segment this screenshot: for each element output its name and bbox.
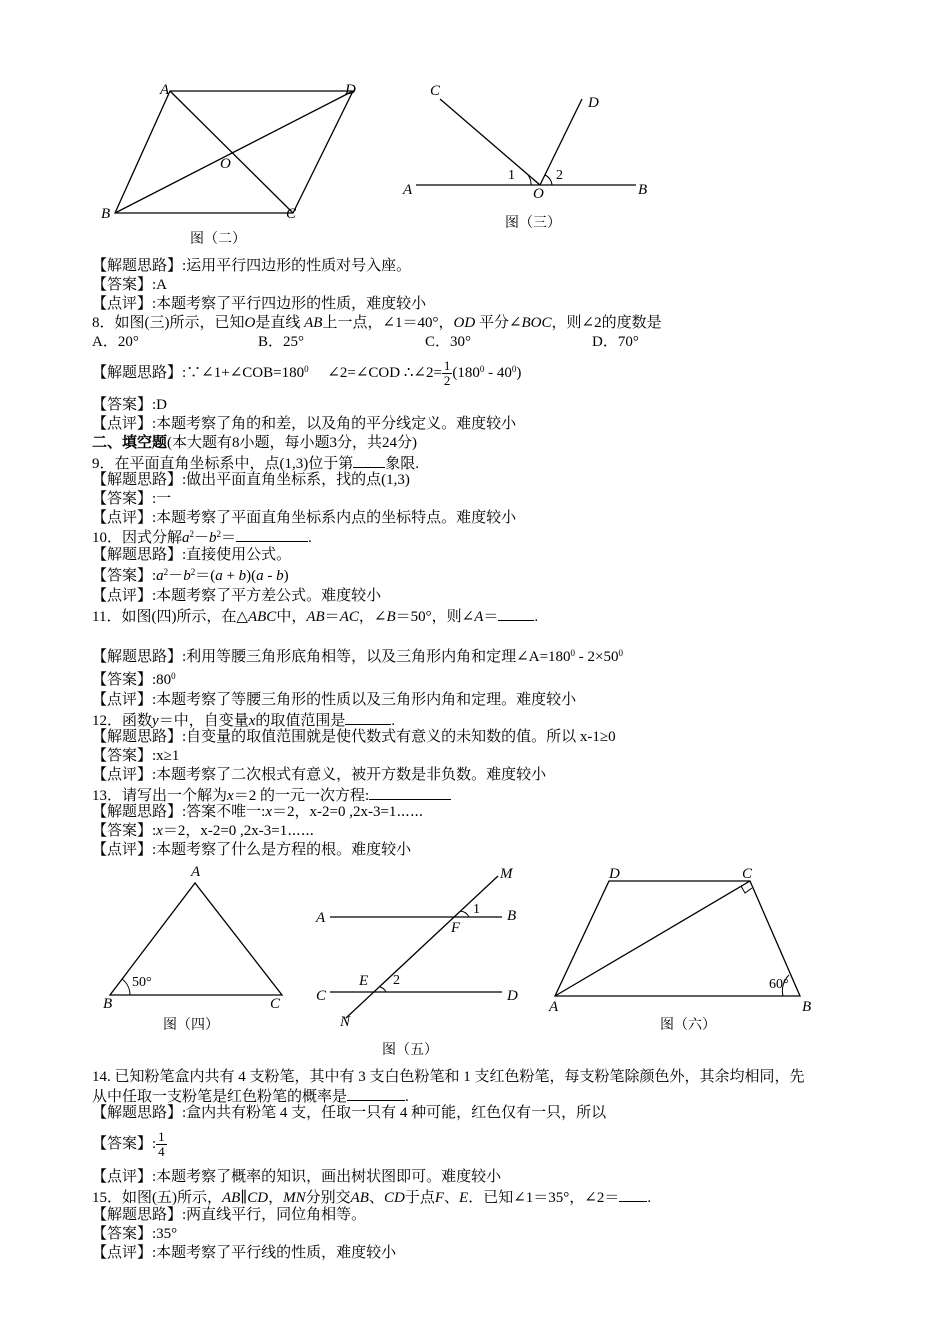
fig6-angle-60: 60°	[769, 977, 789, 992]
q15-thought: 【解题思路】:两直线平行，同位角相等。	[92, 1207, 367, 1223]
fig6-label-D: D	[609, 866, 620, 882]
figure-3-angles	[410, 85, 650, 195]
fig2-label-B: B	[101, 206, 111, 222]
q12-stem: 12．函数y＝中，自变量x的取值范围是 .	[92, 710, 395, 730]
q9-thought: 【解题思路】:做出平面直角坐标系，找的点(1,3)	[92, 472, 410, 488]
q13-answer: 【答案】:x＝2，x-2=0 ,2x-3=1⋯⋯	[92, 823, 315, 839]
figure-5-parallel-lines	[320, 870, 520, 1030]
q10-thought: 【解题思路】:直接使用公式。	[92, 547, 292, 563]
q14-answer: 【答案】: $\frac{1}{4}$	[92, 1129, 165, 1160]
fig5-label-D: D	[507, 988, 518, 1004]
fig5-label-E: E	[359, 973, 369, 989]
q11-comment: 【点评】:本题考察了等腰三角形的性质以及三角形内角和定理。难度较小	[92, 692, 577, 708]
q13-comment: 【点评】:本题考察了什么是方程的根。难度较小	[92, 842, 412, 858]
fig3-label-D: D	[588, 95, 599, 111]
q8-option-d: D．70°	[592, 334, 639, 350]
q8-option-a: A．20°	[92, 334, 139, 350]
fig5-label-A: A	[316, 910, 326, 926]
fig2-label-O: O	[220, 156, 231, 172]
fig5-angle-1: 1	[473, 902, 480, 917]
q11-thought: 【解题思路】:利用等腰三角形底角相等，以及三角形内角和定理$\angle A=180^0 - 2\times 50^0$	[92, 648, 623, 665]
q14-thought: 【解题思路】:盒内共有粉笔 4 支，任取一只有 4 种可能，红色仅有一只，所以	[92, 1105, 607, 1121]
fig4-angle-50: 50°	[132, 975, 152, 990]
q9-stem: 9．在平面直角坐标系中，点(1,3)位于第 象限.	[92, 453, 419, 473]
fig5-angle-2: 2	[393, 973, 400, 988]
fig5-label-M: M	[500, 866, 513, 882]
fig3-caption: 图（三）	[505, 216, 561, 231]
q8-option-c: C．30°	[425, 334, 472, 350]
q7-answer: 【答案】:A	[92, 277, 168, 293]
q8-stem: 8．如图(三)所示，已知O是直线 AB上一点，∠1＝40°，OD 平分∠BOC，则∠2的度数是	[92, 315, 662, 331]
fig5-label-C: C	[316, 988, 327, 1004]
figure-2-parallelogram	[95, 78, 375, 228]
fig3-label-B: B	[638, 182, 648, 198]
q8-thought: 【解题思路】$:\because\angle 1+\angle COB=180^0$ ∠2=∠COD ∴∠2= $\frac{1}{2}$ $(180^0 - 40^0)$	[92, 358, 522, 389]
fig4-label-B: B	[103, 996, 113, 1012]
fig5-label-F: F	[451, 920, 461, 936]
fig5-caption: 图（五）	[382, 1043, 438, 1058]
q7-thought: 【解题思路】:运用平行四边形的性质对号入座。	[92, 258, 412, 274]
fig3-label-C: C	[430, 83, 441, 99]
q12-answer: 【答案】:x≥1	[92, 748, 180, 764]
q9-answer: 【答案】:一	[92, 491, 172, 507]
q12-thought: 【解题思路】:自变量的取值范围就是使代数式有意义的未知数的值。所以 x-1≥0	[92, 729, 616, 745]
section-2-title: 二、填空题(本大题有8小题，每小题3分，共24分)	[92, 435, 418, 451]
figure-4-triangle	[100, 875, 295, 1000]
q8-comment: 【点评】:本题考察了角的和差，以及角的平分线定义。难度较小	[92, 416, 517, 432]
q13-thought: 【解题思路】:答案不唯一:x＝2，x-2=0 ,2x-3=1⋯⋯	[92, 804, 424, 820]
fig2-label-C: C	[286, 206, 297, 222]
fig6-label-A: A	[549, 999, 559, 1015]
q14-comment: 【点评】:本题考察了概率的知识，画出树状图即可。难度较小	[92, 1169, 502, 1185]
q7-comment: 【点评】:本题考察了平行四边形的性质，难度较小	[92, 296, 427, 312]
q10-comment: 【点评】:本题考察了平方差公式。难度较小	[92, 588, 382, 604]
q15-comment: 【点评】:本题考察了平行线的性质，难度较小	[92, 1245, 397, 1261]
q10-stem: 10．因式分解$a^2-b^2=$ .	[92, 529, 312, 546]
q9-comment: 【点评】:本题考察了平面直角坐标系内点的坐标特点。难度较小	[92, 510, 517, 526]
q10-answer: 【答案】$:a^2-b^2=(a + b)(a - b)$	[92, 567, 289, 584]
fig2-label-D: D	[345, 82, 356, 98]
fig5-label-N: N	[340, 1014, 351, 1030]
fig3-label-A: A	[403, 182, 413, 198]
q15-stem: 15．如图(五)所示，AB∥CD，MN分别交AB、CD于点F、E．已知∠1＝35°，∠2＝ .	[92, 1187, 651, 1207]
q13-stem: 13．请写出一个解为x＝2 的一元一次方程:	[92, 785, 451, 805]
q14-stem-line1: 14. 已知粉笔盒内共有 4 支粉笔，其中有 3 支白色粉笔和 1 支红色粉笔，每支粉笔除颜色外，其余均相同，先	[92, 1069, 805, 1085]
fig5-label-B: B	[507, 908, 517, 924]
q8-answer: 【答案】:D	[92, 397, 168, 413]
q12-comment: 【点评】:本题考察了二次根式有意义，被开方数是非负数。难度较小	[92, 767, 547, 783]
fig3-angle-2: 2	[556, 168, 563, 183]
q14-stem-line2: 从中任取一支粉笔是红色粉笔的概率是 .	[92, 1086, 409, 1106]
q11-stem: 11．如图(四)所示，在△ABC中，AB＝AC，∠B＝50°，则∠A＝ .	[92, 606, 538, 626]
fig6-caption: 图（六）	[660, 1018, 716, 1033]
fig6-label-B: B	[802, 999, 812, 1015]
fig4-label-C: C	[270, 996, 281, 1012]
fig3-label-O: O	[533, 186, 544, 202]
fig4-caption: 图（四）	[163, 1018, 219, 1033]
q15-answer: 【答案】:35°	[92, 1226, 178, 1242]
q11-answer: 【答案】$:80^0$	[92, 671, 176, 688]
fig4-label-A: A	[191, 864, 201, 880]
fig2-label-A: A	[160, 82, 170, 98]
fig2-caption: 图（二）	[190, 232, 246, 247]
q8-option-b: B．25°	[258, 334, 305, 350]
fig6-label-C: C	[742, 866, 753, 882]
fig3-angle-1: 1	[508, 168, 515, 183]
